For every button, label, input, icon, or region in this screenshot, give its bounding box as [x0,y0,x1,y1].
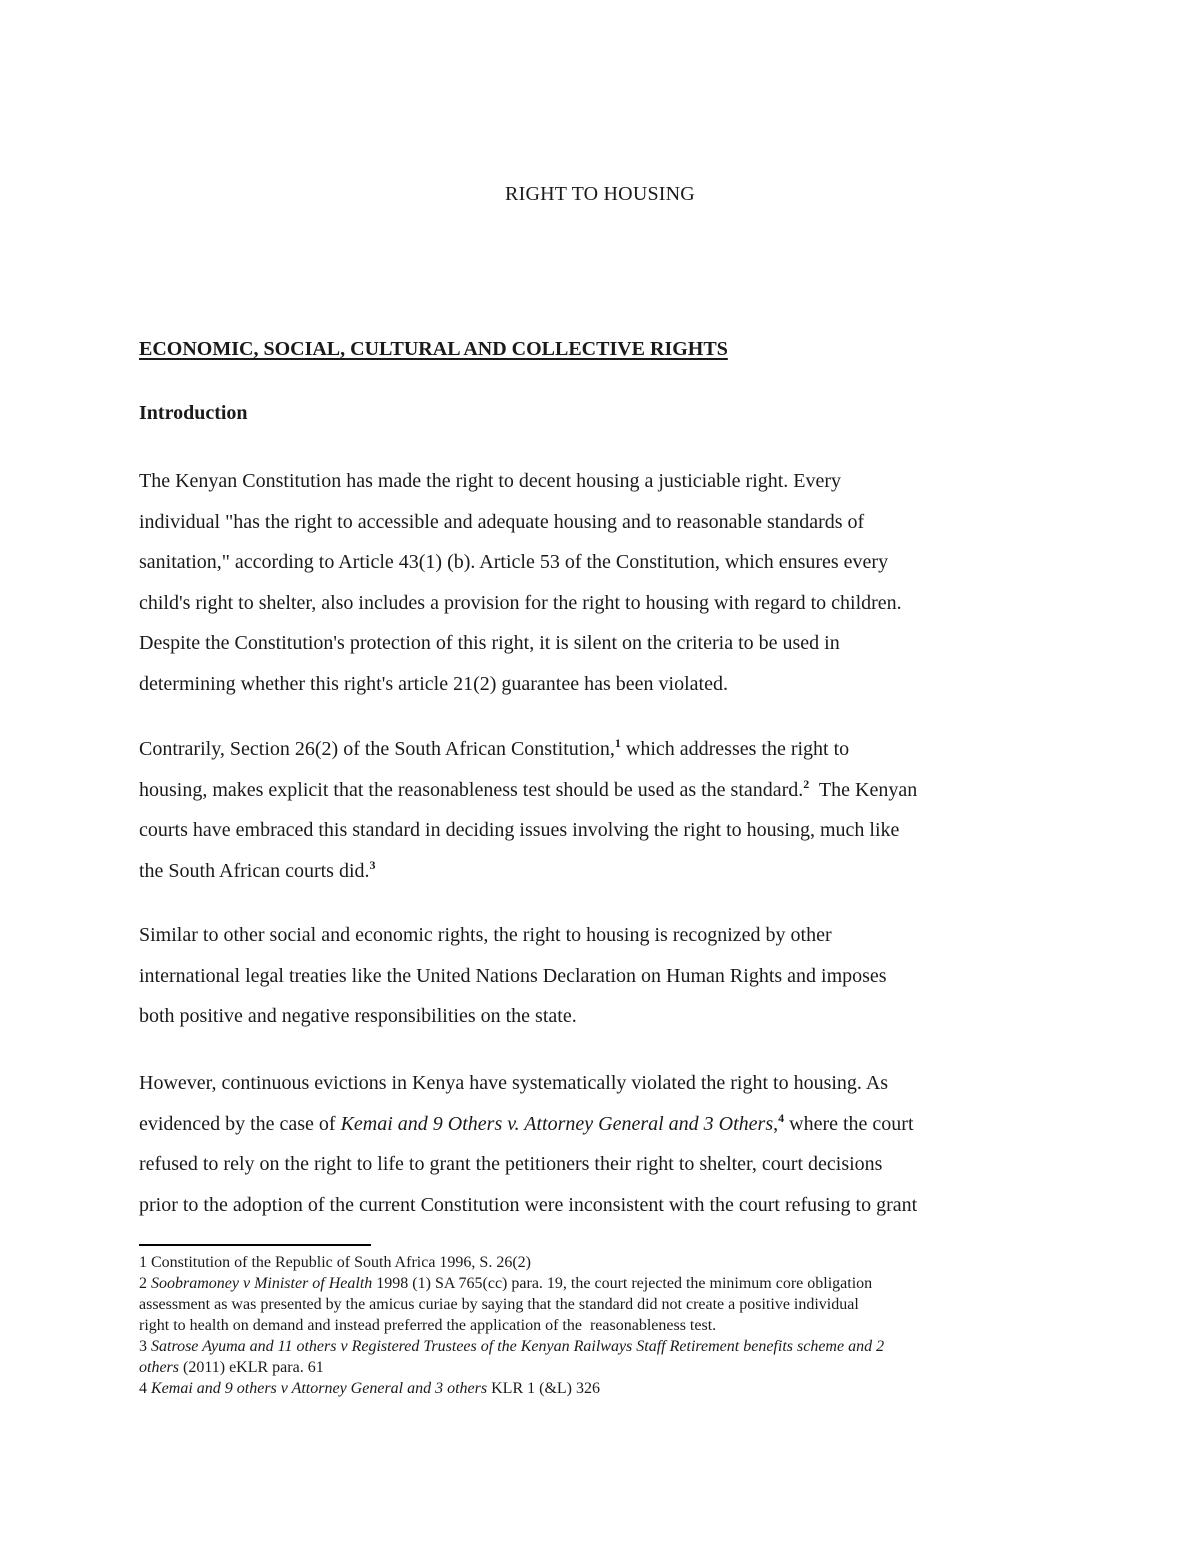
text-span: the South African courts did. [139,859,370,882]
footnote-ref-1[interactable]: 1 [614,736,621,750]
paragraph-line: refused to rely on the right to life to grant the petitioners their right to shelter, court decisions [139,1153,883,1175]
paragraph-line: both positive and negative responsibilities on the state. [139,1005,577,1027]
case-name: Kemai and 9 others v Attorney General and 3 others [151,1380,488,1397]
paragraph-line: sanitation," according to Article 43(1) (b). Article 53 of the Constitution, which ensures every [139,551,889,573]
footnote-ref-4[interactable]: 4 [778,1110,785,1125]
text-span: (2011) eKLR para. 61 [179,1359,324,1376]
paragraph-2 [139,729,1074,891]
text-span: which addresses the right to [620,738,850,760]
footnote-ref-3[interactable]: 3 [369,857,376,872]
footnote-number: 2 [139,1275,151,1292]
text-span: evidenced by the case of [139,1112,341,1135]
paragraph-line: Similar to other social and economic rights, the right to housing is recognized by other [139,924,832,946]
text-span: The Kenyan [809,778,918,801]
footnote-3 [139,1336,1079,1357]
paragraph-line: Despite the Constitution's protection of this right, it is silent on the criteria to be used in [139,632,840,654]
footnote-2 [139,1273,1079,1294]
paragraph-line [139,729,1074,770]
paragraph-line: The Kenyan Constitution has made the right to decent housing a justiciable right. Every [139,470,842,492]
paragraph-line: prior to the adoption of the current Constitution were inconsistent with the court refusing to grant [139,1193,918,1216]
case-name: Soobramoney v Minister of Health [151,1275,373,1292]
text-span: housing, makes explicit that the reasonableness test should be used as the standard. [139,778,804,801]
section-heading: ECONOMIC, SOCIAL, CULTURAL AND COLLECTIVE RIGHTS [139,338,728,360]
document-title: RIGHT TO HOUSING [505,183,695,205]
paragraph-3 [139,915,1074,1037]
paragraph-1 [139,461,1074,704]
footnote-separator [139,1244,371,1246]
text-span: KLR 1 (&L) 326 [487,1380,600,1397]
footnote-line: assessment as was presented by the amicus curiae by saying that the standard did not create a positive individual [139,1296,859,1313]
footnote-4 [139,1378,1079,1399]
paragraph-4 [139,1063,1074,1225]
footnote-line: right to health on demand and instead preferred the application of the reasonableness test. [139,1317,717,1334]
case-name: Kemai and 9 Others v. Attorney General and 3 Others [340,1112,774,1135]
paragraph-line: individual "has the right to accessible and adequate housing and to reasonable standards of [139,510,865,533]
introduction-heading: Introduction [139,402,248,424]
paragraph-line: child's right to shelter, also includes a provision for the right to housing with regard to children. [139,591,902,614]
footnote-ref-2[interactable]: 2 [803,776,810,791]
paragraph-line [139,851,1074,892]
paragraph-line [139,1104,1074,1145]
text-span: Contrarily, Section 26(2) of the South African Constitution, [139,738,615,760]
footnote-line [139,1357,1079,1378]
paragraph-line [139,770,1074,811]
paragraph-line: determining whether this right's article 21(2) guarantee has been violated. [139,672,728,695]
case-name: Satrose Ayuma and 11 others v Registered Trustees of the Kenyan Railways Staff Retirement benefits scheme and 2 [151,1338,885,1355]
paragraph-line: international legal treaties like the United Nations Declaration on Human Rights and imposes [139,964,887,987]
paragraph-line: However, continuous evictions in Kenya have systematically violated the right to housing. As [139,1072,889,1094]
footnotes [139,1252,1079,1399]
footnote-number: 4 [139,1380,151,1397]
paragraph-line: courts have embraced this standard in deciding issues involving the right to housing, much like [139,819,900,841]
footnote-number: 3 [139,1338,151,1355]
footnote-1: 1 Constitution of the Republic of South Africa 1996, S. 26(2) [139,1254,531,1271]
text-span: 1998 (1) SA 765(cc) para. 19, the court rejected the minimum core obligation [372,1275,873,1292]
text-span: where the court [784,1112,914,1135]
case-name: others [139,1359,179,1376]
text-span: , [773,1112,779,1135]
